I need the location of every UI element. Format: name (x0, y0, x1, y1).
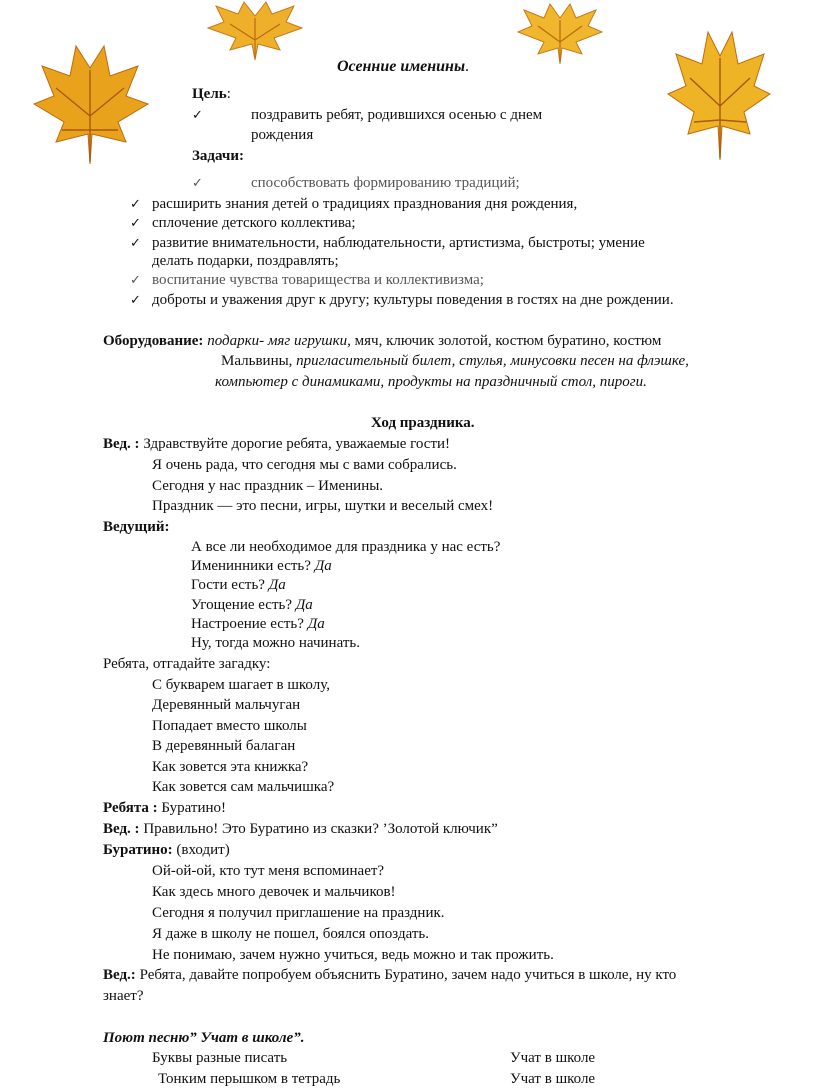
maple-leaf-icon (200, 0, 310, 62)
question-text: Настроение есть? (191, 616, 308, 632)
task-item: развитие внимательности, наблюдательности, артистизма, быстроты; умение (152, 235, 645, 251)
task-item: расширить знания детей о традициях празднования дня рождения, (152, 196, 578, 212)
title-text: Осенние именины (337, 58, 466, 75)
speech-line: Ну, тогда можно начинать. (191, 635, 360, 651)
speech-line: Ой-ой-ой, кто тут меня вспоминает? (152, 863, 385, 879)
song-title: Поют песню” Учат в школе”. (103, 1030, 305, 1046)
equipment-italic: подарки- мяг игрушки, (207, 333, 351, 349)
speech-text: Ребята, давайте попробуем объяснить Буратино, зачем надо учиться в школе, ну кто (135, 967, 677, 983)
qa-line (191, 576, 286, 595)
speaker-label: Вед. : (103, 821, 140, 837)
title-dot: . (465, 58, 470, 75)
riddle-line: С букварем шагает в школу, (152, 677, 330, 693)
speech-line: Я очень рада, что сегодня мы с вами собрались. (152, 457, 457, 473)
answer-text: Да (268, 577, 286, 593)
speech-line: Сегодня я получил приглашение на праздник. (152, 905, 445, 921)
question-text: Гости есть? (191, 577, 269, 593)
check-icon: ✓ (130, 216, 141, 231)
goal-colon: : (226, 86, 231, 102)
goal-heading (192, 85, 231, 104)
song-line-right: Учат в школе (510, 1071, 596, 1087)
speech-line: знает? (103, 988, 144, 1004)
speaker-label: Вед. : (103, 436, 140, 452)
equipment-text: мяч, ключик золотой, костюм буратино, костюм (350, 333, 662, 349)
kids-line (103, 799, 226, 818)
maple-leaf-icon (512, 0, 608, 66)
check-icon: ✓ (130, 293, 141, 308)
equipment-line3: компьютер с динамиками, продукты на праздничный стол, пироги. (215, 374, 647, 390)
task-item-continued: делать подарки, поздравлять; (152, 253, 339, 269)
host-line (103, 820, 498, 839)
question-text: Именинники есть? (191, 558, 315, 574)
equipment-line1 (103, 332, 661, 351)
equipment-italic: пригласительный билет, стулья, минусовки песен на флэшке, (296, 353, 689, 369)
check-icon: ✓ (130, 197, 141, 212)
stage-direction: (входит) (172, 842, 230, 858)
question-text: Угощение есть? (191, 597, 296, 613)
speech-line: А все ли необходимое для праздника у нас есть? (191, 539, 501, 555)
song-line-left: Буквы разные писать (152, 1050, 288, 1066)
task-item: сплочение детского коллектива; (152, 215, 356, 231)
goal-text-line1: поздравить ребят, родившихся осенью с днем (251, 107, 543, 123)
qa-line (191, 557, 332, 576)
qa-line (191, 615, 325, 634)
check-icon: ✓ (192, 176, 203, 191)
goal-text-line2: рождения (251, 127, 314, 143)
equipment-text: Мальвины, (221, 353, 297, 369)
speech-line: Как здесь много девочек и мальчиков! (152, 884, 396, 900)
host-line (103, 435, 450, 454)
maple-leaf-icon (30, 38, 152, 166)
speech-line: Я даже в школу не пошел, боялся опоздать. (152, 926, 429, 942)
speech-line: Праздник — это песни, игры, шутки и веселый смех! (152, 498, 494, 514)
goal-label: Цель (192, 86, 227, 102)
speech-text: Буратино! (157, 800, 227, 816)
equipment-line2 (221, 352, 689, 371)
speech-line: Сегодня у нас праздник – Именины. (152, 478, 384, 494)
riddle-intro: Ребята, отгадайте загадку: (103, 656, 271, 672)
equipment-label: Оборудование: (103, 333, 204, 349)
qa-line (191, 596, 313, 615)
song-line-left: Тонким перышком в тетрадь (158, 1071, 341, 1087)
check-icon: ✓ (192, 108, 203, 123)
course-heading: Ход праздника. (371, 415, 475, 431)
answer-text: Да (295, 597, 313, 613)
riddle-line: Как зовется эта книжка? (152, 759, 309, 775)
speech-text: Здравствуйте дорогие ребята, уважаемые гости! (139, 436, 451, 452)
speech-line: Не понимаю, зачем нужно учиться, ведь можно и так прожить. (152, 947, 554, 963)
task-item: способствовать формированию традиций; (251, 175, 520, 191)
check-icon: ✓ (130, 273, 141, 288)
song-line-right: Учат в школе (510, 1050, 596, 1066)
speaker-label: Вед.: (103, 967, 136, 983)
speech-text: Правильно! Это Буратино из сказки? ’Золотой ключик” (139, 821, 498, 837)
speaker-label: Ведущий: (103, 519, 170, 535)
tasks-heading: Задачи: (192, 148, 245, 164)
host-line (103, 966, 676, 985)
buratino-line (103, 841, 230, 860)
speaker-label: Буратино: (103, 842, 173, 858)
task-item: доброты и уважения друг к другу; культуры поведения в гостях на дне рождении. (152, 292, 674, 308)
riddle-line: Деревянный мальчуган (152, 697, 301, 713)
riddle-line: Попадает вместо школы (152, 718, 307, 734)
speaker-label: Ребята : (103, 800, 158, 816)
maple-leaf-icon (664, 22, 774, 162)
riddle-line: Как зовется сам мальчишка? (152, 779, 335, 795)
page-title (337, 57, 469, 76)
answer-text: Да (314, 558, 332, 574)
check-icon: ✓ (130, 236, 141, 251)
task-item: воспитание чувства товарищества и коллективизма; (152, 272, 484, 288)
riddle-line: В деревянный балаган (152, 738, 296, 754)
answer-text: Да (307, 616, 325, 632)
